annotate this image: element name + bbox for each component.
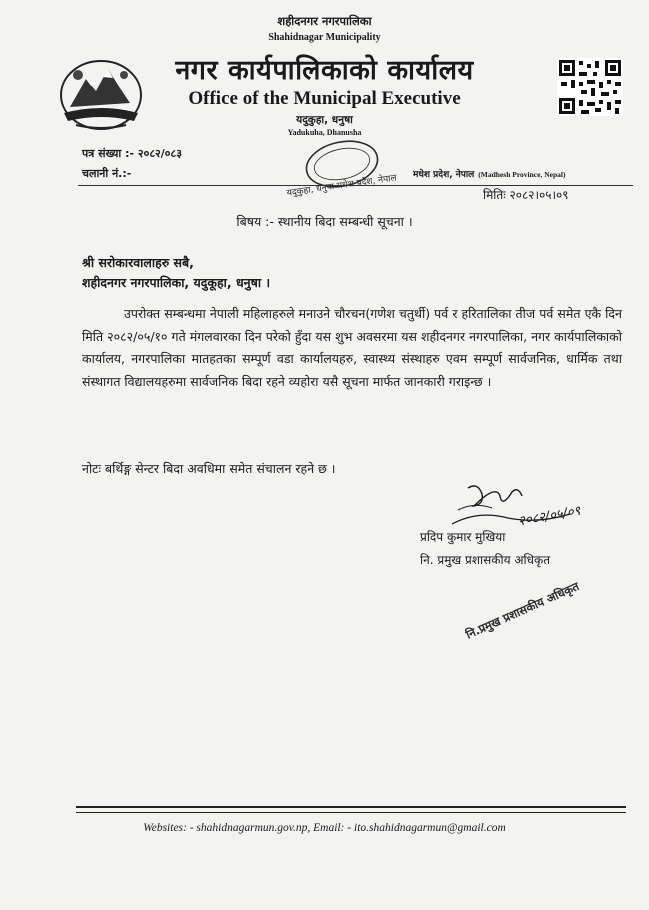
footer-contact: Websites: - shahidnagarmun.gov.np, Email: - ito.shahidnagarmun@gmail.com	[143, 822, 506, 834]
date-value: २०८२।०५।०९	[509, 188, 569, 202]
office-title-en: Office of the Municipal Executive	[188, 88, 461, 109]
subject-line: बिषय :- स्थानीय बिदा सम्बन्धी सूचना ।	[236, 214, 413, 229]
officer-rubber-stamp	[454, 560, 592, 646]
footer-divider-thin	[76, 812, 626, 813]
province-np: मधेश प्रदेश, नेपाल	[413, 170, 475, 180]
date-label: मितिः	[483, 188, 506, 202]
address-np: यदुकुहा, धनुषा	[296, 114, 353, 126]
reference-value: २०८२/०८३	[137, 147, 182, 160]
registration-number	[82, 166, 131, 181]
province-en: (Madhesh Province, Nepal)	[478, 170, 566, 179]
recipient-line-2: शहीदनगर नगरपालिका, यदुकूहा, धनुषा ।	[82, 275, 271, 290]
office-seal-text: यदुकुहा, धनुषा मधेश प्रदेश, नेपाल	[286, 173, 398, 199]
registration-label: चलानी नं.:-	[82, 167, 132, 180]
municipality-name-en: Shahidnagar Municipality	[268, 32, 381, 43]
qr-code-icon	[557, 58, 623, 116]
handwritten-date: २०८२/०५/०९	[517, 503, 582, 530]
letter-date	[483, 186, 569, 203]
signatory-name: प्रदिप कुमार मुखिया	[420, 530, 506, 544]
footer-divider-thick	[76, 806, 626, 808]
officer-stamp-text: नि.प्रमुख प्रशासकीय अधिकृत	[463, 579, 582, 642]
office-title-np: नगर कार्यपालिकाको कार्यालय	[175, 55, 474, 86]
signatory-title: नि. प्रमुख प्रशासकीय अधिकृत	[420, 553, 551, 567]
province-line	[413, 167, 565, 180]
notice-body: उपरोक्त सम्बन्धमा नेपाली महिलाहरुले मनाउने चौरचन(गणेश चतुर्थी) पर्व र हरितालिका तीज पर्व समेत एकै दिन मिति २०८२/०५/१० गते मंगलवारका दिन परेको हुँदा यस शुभ अवसरमा यस शहीदनगर नगरपालिका, नगर कार्यपालिकाको कार्यालय, नगरपालिका मातहतका सम्पूर्ण वडा कार्यालयहरु, स्वास्थ्य संस्थाहरु एवम सम्पूर्ण सार्वजनिक, धार्मिक तथा संस्थागत विद्यालयहरुमा सार्वजनिक बिदा रहने व्यहोरा यसै सूचना मार्फत जानकारी गराइन्छ ।	[82, 306, 622, 389]
reference-label: पत्र संख्या :-	[82, 147, 135, 160]
office-seal-stamp	[286, 140, 398, 199]
address-en: Yadukuha, Dhanusha	[287, 128, 362, 137]
reference-number	[82, 146, 182, 161]
notice-note: नोटः बर्थिङ्ग सेन्टर बिदा अवधिमा समेत संचालन रहने छ ।	[82, 461, 336, 476]
recipient-line-1: श्री सरोकारवालाहरु सबै,	[82, 255, 194, 270]
municipality-name-np: शहीदनगर नगरपालिका	[277, 14, 372, 28]
